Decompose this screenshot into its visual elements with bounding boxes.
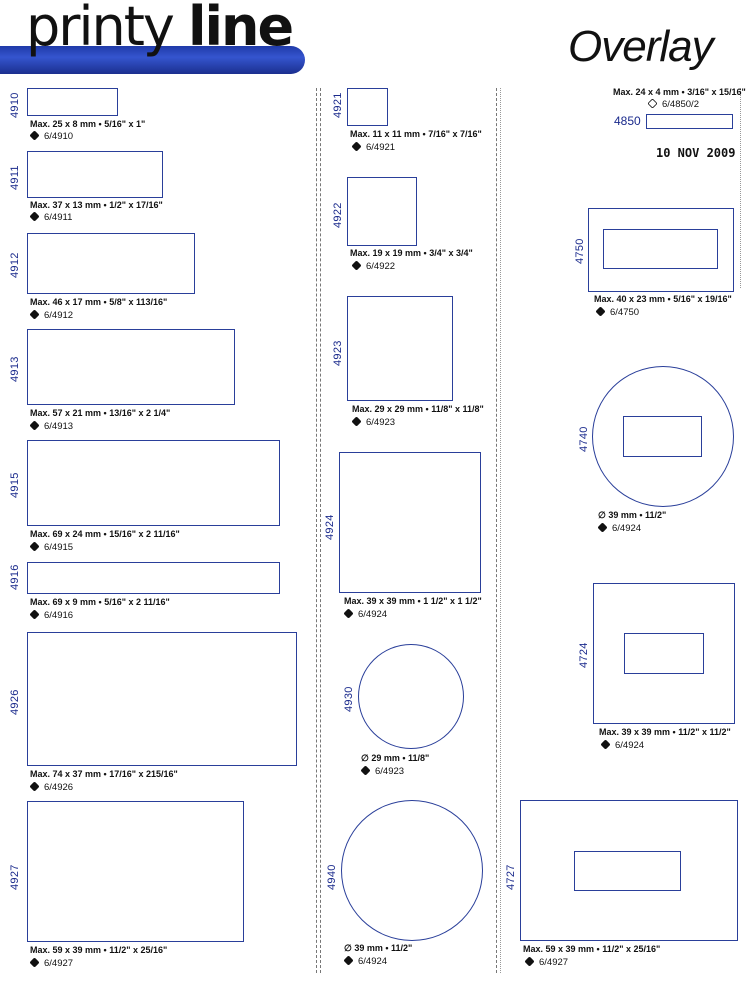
model-code: 4940 bbox=[326, 864, 338, 890]
brand-bold: line bbox=[188, 0, 293, 58]
model-code: 4921 bbox=[332, 92, 344, 118]
ink-pad-icon bbox=[343, 955, 353, 965]
ink-pad-icon bbox=[29, 420, 39, 430]
page-title: Overlay bbox=[568, 22, 713, 71]
model-code: 4927 bbox=[9, 864, 21, 890]
ink-pad-icon bbox=[29, 309, 39, 319]
model-code: 4923 bbox=[332, 340, 344, 366]
model-code: 4740 bbox=[578, 426, 590, 452]
model-code: 4922 bbox=[332, 202, 344, 228]
model-code: 4926 bbox=[9, 689, 21, 715]
column-divider-left-2 bbox=[320, 88, 321, 973]
model-code: 4911 bbox=[9, 165, 21, 190]
size-spec: Max. 69 x 24 mm • 15/16" x 2 11/16" bbox=[30, 529, 180, 539]
size-spec: Max. 39 x 39 mm • 1 1/2" x 1 1/2" bbox=[344, 596, 482, 606]
stamp-outline-4926 bbox=[27, 632, 297, 766]
size-spec: Max. 25 x 8 mm • 5/16" x 1" bbox=[30, 119, 146, 129]
stamp-outline-4927 bbox=[27, 801, 244, 942]
model-code: 4850 bbox=[614, 114, 641, 128]
size-spec: Max. 57 x 21 mm • 13/16" x 2 1/4" bbox=[30, 408, 171, 418]
ink-pad-icon bbox=[360, 765, 370, 775]
pad-ref: 6/4924 bbox=[601, 740, 644, 751]
model-code: 4913 bbox=[9, 356, 21, 382]
size-spec: Max. 24 x 4 mm • 3/16" x 15/16" bbox=[613, 87, 746, 97]
stamp-outline-4915 bbox=[27, 440, 280, 526]
size-spec: ∅ 39 mm • 11/2" bbox=[598, 510, 667, 520]
size-spec: Max. 11 x 11 mm • 7/16" x 7/16" bbox=[350, 129, 482, 139]
pad-ref: 6/4926 bbox=[30, 782, 73, 793]
ink-pad-icon bbox=[29, 609, 39, 619]
size-spec: ∅ 29 mm • 11/8" bbox=[361, 753, 430, 763]
stamp-inner-4724 bbox=[624, 633, 704, 674]
ink-pad-icon bbox=[524, 956, 534, 966]
ink-pad-icon bbox=[600, 739, 610, 749]
model-code: 4910 bbox=[9, 92, 21, 118]
stamp-outline-4940 bbox=[341, 800, 483, 941]
ink-pad-icon bbox=[29, 211, 39, 221]
pad-ref: 6/4927 bbox=[525, 957, 568, 968]
model-code: 4930 bbox=[343, 686, 355, 712]
edge-line bbox=[740, 88, 741, 288]
stamp-outline-4916 bbox=[27, 562, 280, 594]
stamp-outline-4923 bbox=[347, 296, 453, 401]
pad-ref: 6/4921 bbox=[352, 142, 395, 153]
pad-ref: 6/4927 bbox=[30, 958, 73, 969]
ink-pad-icon bbox=[29, 957, 39, 967]
column-divider-left bbox=[316, 88, 317, 973]
size-spec: Max. 59 x 39 mm • 11/2" x 25/16" bbox=[30, 945, 168, 955]
size-spec: Max. 74 x 37 mm • 17/16" x 215/16" bbox=[30, 769, 178, 779]
pad-ref: 6/4911 bbox=[30, 212, 72, 223]
pad-ref: 6/4913 bbox=[30, 421, 73, 432]
model-code: 4727 bbox=[505, 864, 517, 890]
brand-logo bbox=[26, 0, 293, 58]
pad-ref: 6/4924 bbox=[344, 609, 387, 620]
ink-pad-icon bbox=[595, 306, 605, 316]
stamp-outline-4850 bbox=[646, 114, 733, 129]
pad-ref: 6/4924 bbox=[344, 956, 387, 967]
brand-light: printy bbox=[26, 0, 173, 58]
model-code: 4915 bbox=[9, 472, 21, 498]
model-code: 4924 bbox=[324, 514, 336, 540]
pad-ref: 6/4916 bbox=[30, 610, 73, 621]
size-spec: Max. 39 x 39 mm • 11/2" x 11/2" bbox=[599, 727, 731, 737]
ink-pad-icon bbox=[351, 141, 361, 151]
stamp-outline-4913 bbox=[27, 329, 235, 405]
ink-pad-icon bbox=[351, 416, 361, 426]
stamp-inner-4740 bbox=[623, 416, 702, 457]
pad-ref: 6/4924 bbox=[598, 523, 641, 534]
pad-ref: 6/4912 bbox=[30, 310, 73, 321]
pad-ref: 6/4922 bbox=[352, 261, 395, 272]
pad-ref: 6/4750 bbox=[596, 307, 639, 318]
stamp-outline-4910 bbox=[27, 88, 118, 116]
pad-ref: 6/4850/2 bbox=[648, 99, 699, 110]
stamp-outline-4921 bbox=[347, 88, 388, 126]
stamp-outline-4924 bbox=[339, 452, 481, 593]
ink-pad-icon bbox=[343, 608, 353, 618]
size-spec: Max. 19 x 19 mm • 3/4" x 3/4" bbox=[350, 248, 473, 258]
pad-ref: 6/4923 bbox=[361, 766, 404, 777]
stamp-inner-4727 bbox=[574, 851, 681, 891]
size-spec: Max. 46 x 17 mm • 5/8" x 113/16" bbox=[30, 297, 168, 307]
stamp-outline-4911 bbox=[27, 151, 163, 198]
model-code: 4912 bbox=[9, 252, 21, 278]
pad-ref: 6/4915 bbox=[30, 542, 73, 553]
stamp-outline-4922 bbox=[347, 177, 417, 246]
stamp-outline-4930 bbox=[358, 644, 464, 749]
size-spec: ∅ 39 mm • 11/2" bbox=[344, 943, 413, 953]
ink-pad-icon bbox=[29, 541, 39, 551]
ink-pad-icon bbox=[647, 98, 657, 108]
ink-pad-icon bbox=[29, 130, 39, 140]
ink-pad-icon bbox=[29, 781, 39, 791]
pad-ref: 6/4910 bbox=[30, 131, 73, 142]
stamp-date: 10 NOV 2009 bbox=[656, 146, 736, 160]
ink-pad-icon bbox=[597, 522, 607, 532]
size-spec: Max. 37 x 13 mm • 1/2" x 17/16" bbox=[30, 200, 163, 210]
column-divider-right-2 bbox=[500, 88, 501, 973]
model-code: 4916 bbox=[9, 564, 21, 590]
model-code: 4724 bbox=[578, 642, 590, 668]
size-spec: Max. 69 x 9 mm • 5/16" x 2 11/16" bbox=[30, 597, 170, 607]
stamp-inner-4750 bbox=[603, 229, 718, 269]
size-spec: Max. 29 x 29 mm • 11/8" x 11/8" bbox=[352, 404, 484, 414]
pad-ref: 6/4923 bbox=[352, 417, 395, 428]
column-divider-right bbox=[496, 88, 497, 973]
ink-pad-icon bbox=[351, 260, 361, 270]
size-spec: Max. 59 x 39 mm • 11/2" x 25/16" bbox=[523, 944, 661, 954]
stamp-outline-4912 bbox=[27, 233, 195, 294]
size-spec: Max. 40 x 23 mm • 5/16" x 19/16" bbox=[594, 294, 732, 304]
model-code: 4750 bbox=[574, 238, 586, 264]
